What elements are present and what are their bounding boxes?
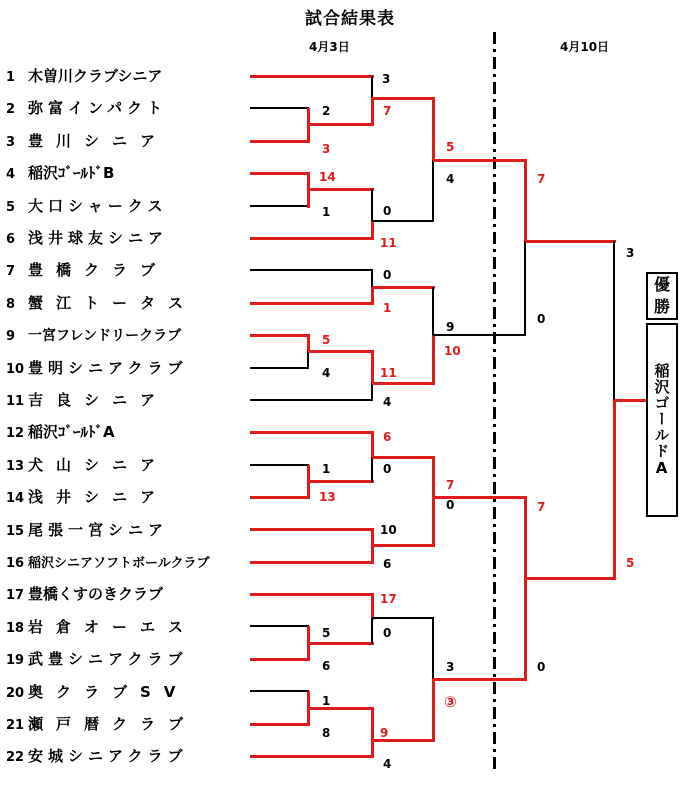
score-winner: 5 xyxy=(446,140,455,154)
team-row xyxy=(6,129,168,153)
score-winner: 13 xyxy=(319,490,336,504)
bracket-line xyxy=(371,383,372,401)
team-number: 13 xyxy=(6,458,25,474)
score-winner: 11 xyxy=(380,236,397,250)
team-name: 豊橋くすのきクラブ xyxy=(28,585,164,604)
bracket-line xyxy=(524,497,527,580)
bracket-line xyxy=(371,287,374,305)
bracket-line xyxy=(371,545,374,564)
bracket-line xyxy=(524,241,525,336)
date-round1: 4月3日 xyxy=(309,40,350,54)
team-row xyxy=(6,96,167,120)
team-name: 瀬戸暦クラブ xyxy=(28,715,197,733)
team-number: 15 xyxy=(6,523,25,539)
bracket-line xyxy=(250,237,374,240)
bracket-line xyxy=(432,98,435,162)
bracket-line xyxy=(371,221,374,240)
bracket-line xyxy=(372,456,435,459)
team-number: 17 xyxy=(6,588,25,604)
score-winner: 3 xyxy=(322,142,331,156)
score-winner: 7 xyxy=(446,478,455,492)
bracket-line xyxy=(371,708,374,742)
score-loser: 0 xyxy=(537,312,546,326)
bracket-line xyxy=(250,431,374,434)
score-winner: 5 xyxy=(322,333,331,347)
bracket-line xyxy=(250,593,374,596)
team-number: 6 xyxy=(6,232,16,247)
team-name: 稲沢ｺﾞｰﾙﾄﾞA xyxy=(28,423,115,442)
bracket-line xyxy=(371,76,372,99)
score-loser: 0 xyxy=(446,498,455,512)
bracket-line xyxy=(250,75,374,78)
team-name: 大口シャークス xyxy=(28,196,168,215)
team-row xyxy=(6,744,188,768)
champion-box xyxy=(646,323,678,517)
bracket-line xyxy=(372,220,434,221)
team-name: 豊明シニアクラブ xyxy=(28,358,188,377)
team-row xyxy=(6,550,209,574)
bracket-line xyxy=(308,642,374,645)
bracket-line xyxy=(432,618,433,680)
bracket-line xyxy=(372,617,434,618)
team-number: 16 xyxy=(6,556,25,571)
score-winner: 1 xyxy=(383,301,392,315)
team-name: 奥クラブSV xyxy=(28,682,189,701)
team-number: 10 xyxy=(6,361,25,377)
bracket-line xyxy=(432,497,435,547)
team-number: 11 xyxy=(6,394,25,409)
bracket-line xyxy=(250,140,310,143)
team-name: 犬山シニア xyxy=(28,455,169,474)
bracket-line xyxy=(308,123,374,126)
score-loser: 6 xyxy=(383,557,392,571)
bracket-line xyxy=(250,528,374,531)
score-loser: 0 xyxy=(383,268,392,282)
champion-name: 稲沢ゴールドA xyxy=(652,362,671,478)
score-loser: 2 xyxy=(322,104,331,118)
team-number: 20 xyxy=(6,685,25,701)
bracket-line xyxy=(250,334,310,337)
score-loser: 3 xyxy=(382,72,391,86)
team-number: 21 xyxy=(6,718,25,733)
bracket-line xyxy=(371,351,374,385)
round-divider-line xyxy=(493,32,496,772)
score-winner: 7 xyxy=(537,500,546,514)
team-row xyxy=(6,712,196,736)
score-winner: 7 xyxy=(383,104,392,118)
bracket-line xyxy=(250,625,309,626)
team-number: 5 xyxy=(6,199,16,215)
bracket-line xyxy=(250,464,309,465)
score-winner: 9 xyxy=(380,726,389,740)
team-row xyxy=(6,291,196,315)
bracket-line xyxy=(250,269,373,270)
score-winner: 5 xyxy=(626,556,635,570)
team-row xyxy=(6,323,181,347)
bracket-line xyxy=(433,159,527,162)
page-title: 試合結果表 xyxy=(305,9,395,29)
bracket-line xyxy=(250,399,373,400)
score-loser: 0 xyxy=(537,660,546,674)
team-row xyxy=(6,518,168,542)
team-number: 9 xyxy=(6,329,16,345)
bracket-line xyxy=(524,578,527,681)
score-winner: 17 xyxy=(380,592,397,606)
score-loser: 5 xyxy=(322,626,331,640)
bracket-line xyxy=(250,723,310,726)
score-loser: 0 xyxy=(383,462,392,476)
team-name: 豊川シニア xyxy=(28,131,169,150)
bracket-line xyxy=(250,690,309,691)
score-winner: 6 xyxy=(383,430,392,444)
team-name: 弥富インパクト xyxy=(28,99,167,118)
team-number: 1 xyxy=(6,70,16,85)
bracket-line xyxy=(250,561,374,564)
score-loser: 4 xyxy=(446,172,455,186)
team-number: 12 xyxy=(6,426,25,442)
team-row xyxy=(6,388,168,412)
score-loser: 0 xyxy=(383,204,392,218)
team-row xyxy=(6,647,188,671)
team-number: 14 xyxy=(6,491,25,507)
score-winner: 7 xyxy=(537,172,546,186)
date-round3: 4月10日 xyxy=(560,40,610,54)
score-loser: 4 xyxy=(383,757,392,771)
team-row xyxy=(6,64,162,88)
bracket-line xyxy=(371,189,372,222)
team-number: 22 xyxy=(6,750,25,766)
team-row xyxy=(6,485,168,509)
bracket-line xyxy=(250,205,309,206)
score-loser: 0 xyxy=(383,626,392,640)
bracket-line xyxy=(250,107,309,108)
bracket-line xyxy=(308,480,374,483)
team-row xyxy=(6,161,114,185)
score-loser: 4 xyxy=(322,366,331,380)
bracket-line xyxy=(372,382,435,385)
team-name: 武豊シニアクラブ xyxy=(28,650,188,669)
bracket-line xyxy=(308,707,374,710)
bracket-line xyxy=(250,755,374,758)
bracket-line xyxy=(614,399,648,402)
bracket-line xyxy=(525,577,616,580)
team-name: 稲沢ｺﾞｰﾙﾄﾞB xyxy=(28,164,115,183)
team-name: 稲沢シニアソフトボールクラブ xyxy=(28,556,210,571)
score-winner: ③ xyxy=(444,693,457,711)
team-number: 4 xyxy=(6,167,16,183)
team-name: 浅井シニア xyxy=(28,488,169,507)
team-row xyxy=(6,680,188,704)
bracket-line xyxy=(250,367,309,368)
team-name: 岩倉オーエス xyxy=(28,617,197,636)
bracket-line xyxy=(432,335,435,385)
bracket-line xyxy=(250,658,310,661)
team-name: 豊橋クラブ xyxy=(28,261,169,280)
score-loser: 1 xyxy=(322,694,331,708)
team-number: 2 xyxy=(6,102,16,118)
team-name: 蟹江トータス xyxy=(28,293,197,312)
team-name: 浅井球友シニア xyxy=(28,229,169,247)
bracket-line xyxy=(250,172,310,175)
score-winner: 10 xyxy=(444,344,461,358)
bracket-line xyxy=(525,240,616,243)
team-name: 安城シニアクラブ xyxy=(28,747,188,766)
team-number: 3 xyxy=(6,134,16,150)
team-name: 一宮フレンドリークラブ xyxy=(28,328,182,345)
team-row xyxy=(6,453,168,477)
bracket-line xyxy=(433,334,526,335)
bracket-line xyxy=(432,457,435,499)
bracket-line xyxy=(308,350,374,353)
team-number: 19 xyxy=(6,653,25,669)
bracket-line xyxy=(308,188,374,191)
team-row xyxy=(6,582,163,606)
bracket-line xyxy=(524,160,527,243)
bracket-line xyxy=(307,351,308,369)
bracket-line xyxy=(432,679,435,742)
bracket-line xyxy=(371,98,374,126)
score-loser: 8 xyxy=(322,726,331,740)
score-loser: 1 xyxy=(322,205,331,219)
score-winner: 11 xyxy=(380,366,397,380)
score-loser: 3 xyxy=(626,246,635,260)
bracket-line xyxy=(372,286,435,289)
bracket-line xyxy=(372,544,435,547)
team-number: 18 xyxy=(6,620,25,636)
score-winner: 14 xyxy=(319,170,336,184)
team-number: 8 xyxy=(6,296,16,312)
bracket-line xyxy=(432,287,433,336)
score-loser: 10 xyxy=(380,523,397,537)
bracket-line xyxy=(371,740,374,758)
bracket-line xyxy=(433,678,527,681)
bracket-line xyxy=(432,160,433,222)
bracket-line xyxy=(613,400,616,580)
team-row xyxy=(6,226,168,250)
score-loser: 9 xyxy=(446,320,455,334)
team-row xyxy=(6,258,168,282)
score-loser: 3 xyxy=(446,660,455,674)
score-loser: 6 xyxy=(322,659,331,673)
team-name: 木曽川クラブシニア xyxy=(28,67,163,85)
champion-label: 優勝 xyxy=(646,272,678,320)
bracket-line xyxy=(372,97,435,100)
team-number: 7 xyxy=(6,264,16,280)
team-row xyxy=(6,356,188,380)
bracket-line xyxy=(371,457,372,482)
team-name: 吉良シニア xyxy=(28,391,169,409)
bracket-line xyxy=(371,594,374,620)
bracket-line xyxy=(250,302,374,305)
team-row xyxy=(6,615,196,639)
score-loser: 4 xyxy=(383,395,392,409)
score-loser: 1 xyxy=(322,462,331,476)
bracket-line xyxy=(250,496,310,499)
team-row xyxy=(6,194,168,218)
team-row xyxy=(6,420,115,444)
team-name: 尾張一宮シニア xyxy=(28,520,169,539)
bracket-line xyxy=(371,618,372,644)
bracket-line xyxy=(613,241,614,401)
